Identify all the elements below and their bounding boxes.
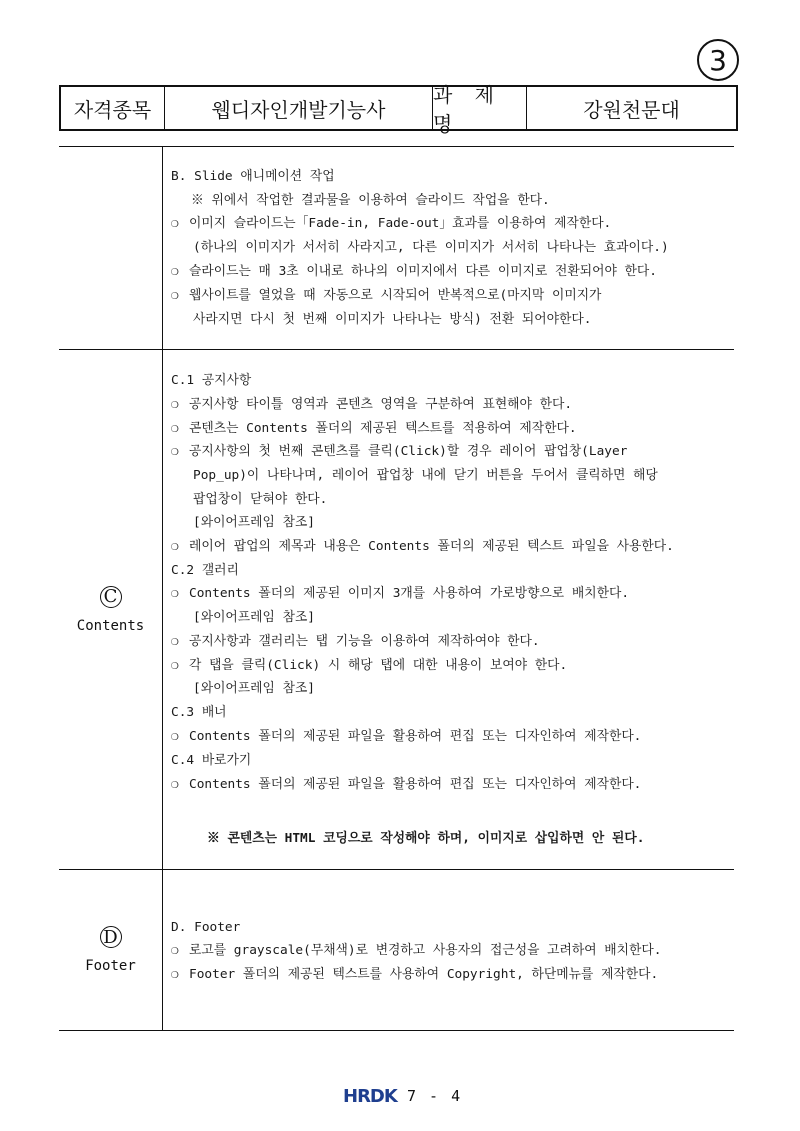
list-item-text: Contents 폴더의 제공된 이미지 3개를 사용하여 가로방향으로 배치한다. [189, 586, 630, 601]
subsection-title: C.3 배너 [171, 705, 227, 720]
list-item [171, 776, 641, 794]
list-item-text: Contents 폴더의 제공된 파일을 활용하여 편집 또는 디자인하여 제작한다. [189, 729, 642, 744]
bullet-icon: ❍ [171, 729, 179, 744]
bullet-icon: ❍ [171, 586, 179, 601]
header-value-task: 강원천문대 [583, 97, 680, 122]
section-c-row [59, 350, 734, 870]
bullet-icon: ❍ [171, 288, 179, 303]
list-item [171, 396, 572, 414]
subsection-title: C.4 바로가기 [171, 753, 252, 768]
header-label-task [433, 83, 527, 136]
list-item-text: 이미지 슬라이드는「Fade-in, Fade-out」효과를 이용하여 제작한다. [189, 216, 612, 231]
section-b-row [59, 147, 734, 350]
list-item-text: Footer 폴더의 제공된 텍스트를 사용하여 Copyright, 하단메뉴를 제작한다. [189, 967, 659, 982]
footer-page-number: 7 - 4 [407, 1087, 463, 1105]
bullet-icon: ❍ [171, 216, 179, 231]
list-item [171, 420, 577, 438]
list-item [171, 966, 658, 984]
list-item-text: 웹사이트를 열었을 때 자동으로 시작되어 반복적으로(마지막 이미지가 [189, 288, 602, 303]
bullet-icon: ❍ [171, 777, 179, 792]
bullet-icon: ❍ [171, 634, 179, 649]
list-item [171, 538, 674, 556]
section-d-row [59, 870, 734, 1031]
list-item-continuation: (하나의 이미지가 서서히 사라지고, 다른 이미지가 서서히 나타나는 효과이다.) [193, 240, 669, 255]
list-item [171, 443, 627, 461]
section-c-letter: C [100, 586, 122, 608]
list-item-text: 로고를 grayscale(무채색)로 변경하고 사용자의 접근성을 고려하여 배치한다. [189, 943, 662, 958]
section-d-label: Footer [85, 958, 136, 974]
list-item-continuation: Pop_up)이 나타나며, 레이어 팝업창 내에 닫기 버튼을 두어서 클릭하면 해당 [193, 468, 658, 483]
wireframe-reference: [와이어프레임 참조] [193, 610, 316, 625]
section-b-label-cell [59, 147, 163, 349]
list-item-text: 공지사항 타이틀 영역과 콘텐츠 영역을 구분하여 표현해야 한다. [189, 397, 573, 412]
list-item [171, 585, 629, 603]
header-label-qualification: 자격종목 [61, 87, 165, 129]
bullet-icon: ❍ [171, 967, 179, 982]
list-item-text: 공지사항과 갤러리는 탭 기능을 이용하여 제작하여야 한다. [189, 634, 540, 649]
bullet-icon: ❍ [171, 264, 179, 279]
list-item-text: 각 탭을 클릭(Click) 시 해당 탭에 대한 내용이 보여야 한다. [189, 658, 568, 673]
section-c-note: ※ 콘텐츠는 HTML 코딩으로 작성해야 하며, 이미지로 삽입하면 안 된다. [207, 831, 645, 846]
list-item-text: Contents 폴더의 제공된 파일을 활용하여 편집 또는 디자인하여 제작한다. [189, 777, 642, 792]
bullet-icon: ❍ [171, 943, 179, 958]
header-table [59, 83, 738, 136]
list-item-text: 공지사항의 첫 번째 콘텐츠를 클릭(Click)할 경우 레이어 팝업창(Layer [189, 444, 628, 459]
bullet-icon: ❍ [171, 658, 179, 673]
list-item [171, 633, 540, 651]
section-d-label-cell [59, 870, 163, 1030]
wireframe-reference: [와이어프레임 참조] [193, 515, 316, 530]
page-number-circle [697, 39, 739, 81]
subsection-title: C.1 공지사항 [171, 373, 252, 388]
section-d-letter: D [100, 926, 122, 948]
bullet-icon: ❍ [171, 539, 179, 554]
hrdk-logo: HRDK [343, 1086, 397, 1107]
list-item [171, 657, 567, 675]
list-item-continuation: 팝업창이 닫혀야 한다. [193, 492, 328, 507]
list-item [171, 263, 657, 281]
bullet-icon: ❍ [171, 421, 179, 436]
bullet-icon: ❍ [171, 444, 179, 459]
section-b-title: B. Slide 애니메이션 작업 [171, 169, 335, 184]
bullet-icon: ❍ [171, 397, 179, 412]
header-value-qualification: 웹디자인개발기능사 [165, 87, 433, 129]
list-item-text: 슬라이드는 매 3초 이내로 하나의 이미지에서 다른 이미지로 전환되어야 한다. [189, 264, 657, 279]
page-number: 3 [709, 43, 727, 77]
section-c-label-cell [59, 350, 163, 869]
section-b-note: ※ 위에서 작업한 결과물을 이용하여 슬라이드 작업을 한다. [191, 193, 550, 208]
section-c-label: Contents [76, 617, 145, 634]
list-item [171, 942, 661, 960]
list-item-text: 콘텐츠는 Contents 폴더의 제공된 텍스트를 적용하여 제작한다. [189, 421, 577, 436]
list-item-text: 레이어 팝업의 제목과 내용은 Contents 폴더의 제공된 텍스트 파일을 사용한다. [189, 539, 674, 554]
subsection-title: D. Footer [171, 920, 241, 935]
list-item-continuation: 사라지면 다시 첫 번째 이미지가 나타나는 방식) 전환 되어야한다. [193, 312, 592, 327]
subsection-title: C.2 갤러리 [171, 563, 239, 578]
wireframe-reference: [와이어프레임 참조] [193, 681, 316, 696]
list-item [171, 215, 611, 233]
header-label-task-text: 과 제 명 [433, 83, 502, 136]
list-item [171, 287, 601, 305]
list-item [171, 728, 641, 746]
